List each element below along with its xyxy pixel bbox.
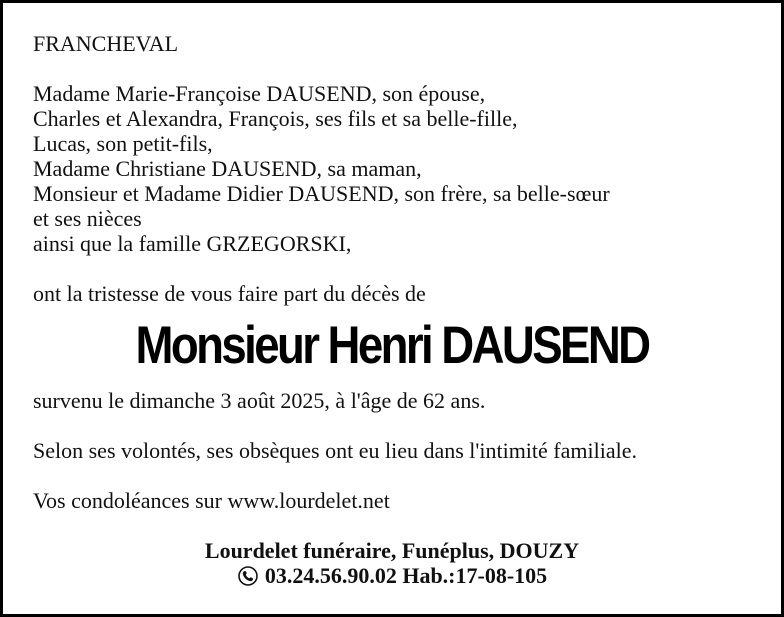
family-line: Madame Christiane DAUSEND, sa maman,: [33, 156, 422, 181]
family-line: Lucas, son petit-fils,: [33, 131, 213, 156]
family-line: et ses nièces: [33, 206, 142, 231]
death-info: survenu le dimanche 3 août 2025, à l'âge de 62 ans.: [33, 388, 486, 413]
family-line: Charles et Alexandra, François, ses fils et sa belle-fille,: [33, 106, 518, 131]
family-line: ainsi que la famille GRZEGORSKI,: [33, 231, 352, 256]
family-line: Madame Marie-Françoise DAUSEND, son épouse,: [33, 81, 486, 106]
funeral-home-block: [33, 538, 751, 592]
funeral-info: Selon ses volontés, ses obsèques ont eu lieu dans l'intimité familiale.: [33, 438, 637, 463]
funeral-home-name: Lourdelet funéraire, Funéplus, DOUZY: [204, 538, 580, 563]
phone-number: 03.24.56.90.02 Hab.:17-08-105: [264, 563, 548, 588]
condolences-text: Vos condoléances sur www.lourdelet.net: [33, 488, 390, 513]
announcement-intro: ont la tristesse de vous faire part du décès de: [33, 281, 426, 306]
family-list: [33, 81, 751, 256]
phone-row: [237, 563, 547, 588]
deceased-name: Monsieur Henri DAUSEND: [135, 316, 649, 375]
place-name: FRANCHEVAL: [33, 31, 179, 56]
phone-icon: [237, 565, 259, 587]
family-line: Monsieur et Madame Didier DAUSEND, son frère, sa belle-sœur: [33, 181, 610, 206]
